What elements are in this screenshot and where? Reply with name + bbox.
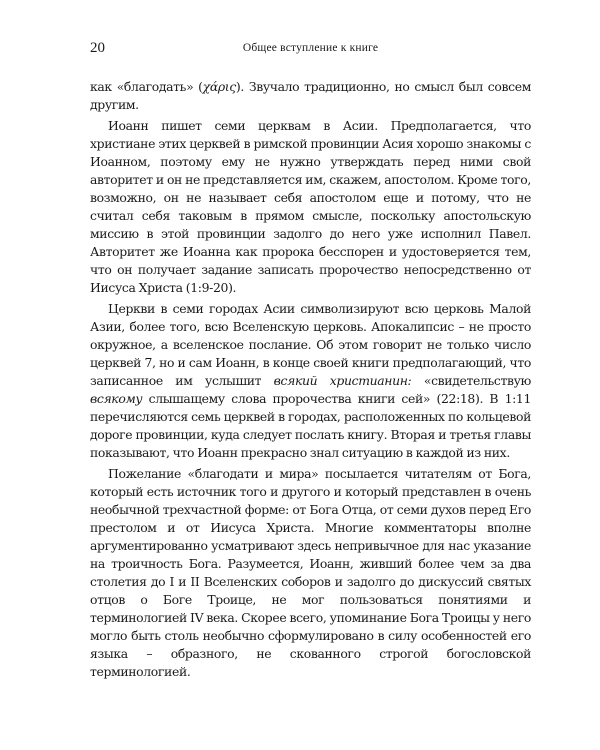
text-segment: как «благодать» ( [90, 79, 203, 94]
page-number: 20 [90, 40, 105, 56]
text-segment: Иоанн пишет семи церквам в Асии. Предполагается, что христиане этих церквей в римской провинции Асия хорошо знакомы с Иоанном, поэтому ему не нужно утверждать перед ними свой авторитет и он не представляется им, скажем, апостолом. Кроме того, возможно, он не называет себя апостолом еще и потому, что не считал себя таковым в прямом смысле, поскольку апостольскую миссию в этой провинции задолго до него уже исполнил Павел. Авторитет же Иоанна как пророка бесспорен и удостоверяется тем, что он получает задание записать пророчество непосредственно от Иисуса Христа (1:9-20). [90, 118, 531, 295]
paragraph-4 [90, 465, 531, 681]
emphasis-text: всякий христианин: [273, 373, 412, 388]
running-title: Общее вступление к книге [242, 42, 379, 54]
text-segment: ). Звучало традиционно, но смысл был совсем другим. [90, 79, 531, 112]
paragraph-1 [90, 78, 531, 114]
text-segment: «свидетельствую [411, 373, 531, 388]
book-page [90, 40, 531, 681]
paragraph-2 [90, 117, 531, 297]
text-segment: Пожелание «благодати и мира» посылается читателям от Бога, который есть источник того и другого и который представлен в очень необычной трехчастной форме: от Бога Отца, от семи духов перед Его престолом и от Иисуса Христа. Многие комментаторы вполне аргументированно усматривают здесь непривычное для нас указание на троичность Бога. Разумеется, Иоанн, живший более чем за два столетия до I и II Вселенских соборов и задолго до дискуссий святых отцов о Боге Троице, не мог пользоваться понятиями и терминологией IV века. Скорее всего, упоминание Бога Троицы у него могло быть столь необычно сформулировано в силу особенностей его языка – образного, не скованного строгой богословской терминологией. [90, 466, 531, 679]
text-segment: слышащему слова пророчества книги сей» (22:18). В 1:11 перечисляются семь церквей в городах, расположенных по кольцевой дороге провинции, куда следует послать книгу. Вторая и третья главы показывают, что Иоанн прекрасно знал ситуацию в каждой из них. [90, 391, 531, 460]
page-header [90, 40, 531, 64]
paragraph-3 [90, 300, 531, 462]
emphasis-text: всякому [90, 391, 143, 406]
greek-word-charis: χάρις [202, 79, 236, 94]
text-segment: Церкви в семи городах Асии символизируют всю церковь Малой Азии, более того, всю Вселенскую церковь. Апокалипсис – не просто окружное, а вселенское послание. Об этом говорит не только число церквей 7, но и сам Иоанн, в конце своей книги предполагающий, что записанное им услышит [90, 301, 531, 388]
body-text [90, 78, 531, 681]
